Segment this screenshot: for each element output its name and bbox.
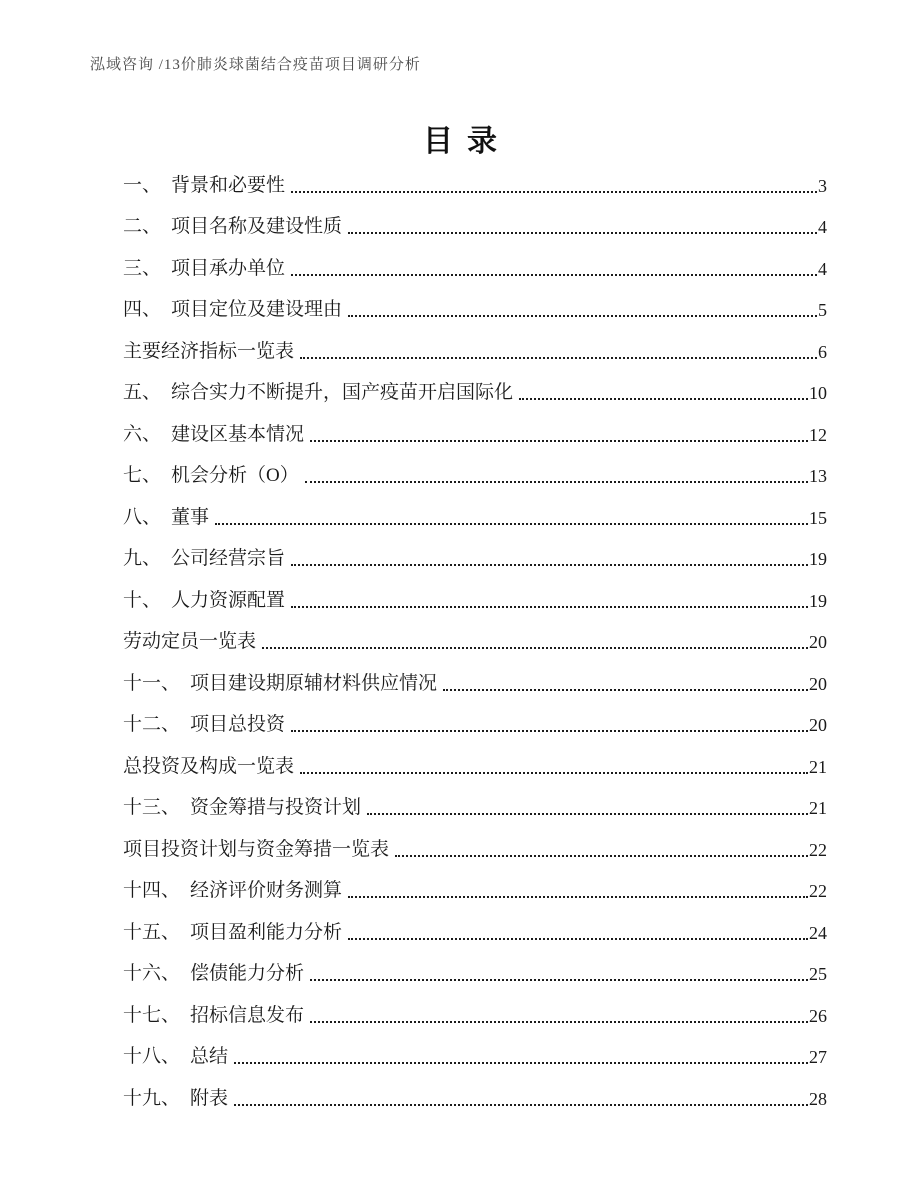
- toc-dot-leader: [291, 274, 817, 276]
- toc-dot-leader: [262, 647, 808, 649]
- toc-entry-label: 背景和必要性: [171, 174, 286, 196]
- toc-dot-leader: [367, 813, 808, 815]
- toc-title: 目录: [423, 125, 511, 158]
- toc-entry-page-number: 4: [818, 217, 827, 237]
- toc-dot-leader: [310, 1021, 808, 1023]
- toc-entry-label: 人力资源配置: [171, 589, 286, 611]
- toc-entry-number: 十一、: [123, 672, 181, 694]
- toc-entry-label: 公司经营宗旨: [171, 548, 286, 569]
- toc-entry-page-number: 19: [809, 590, 827, 611]
- toc-entry-number: 二、: [123, 216, 162, 237]
- toc-entry-number: 九、: [123, 548, 162, 569]
- page-header-text: 泓域咨询 /13价肺炎球菌结合疫苗项目调研分析: [90, 57, 421, 73]
- toc-entry-page-number: 4: [818, 258, 827, 279]
- toc-entry-page-number: 28: [809, 1088, 827, 1109]
- toc-dot-leader: [519, 398, 808, 400]
- toc-entry[interactable]: [123, 410, 827, 452]
- toc-entry[interactable]: [123, 1033, 827, 1075]
- toc-entry-label: 机会分析（O）: [171, 465, 299, 486]
- toc-entry-number: 八、: [123, 506, 162, 528]
- toc-entry[interactable]: [123, 659, 827, 701]
- toc-entry-page-number: 27: [809, 1047, 827, 1067]
- toc-entry[interactable]: [123, 742, 827, 784]
- toc-entry-number: 十九、: [123, 1087, 181, 1109]
- toc-entry-label: 总结: [190, 1046, 229, 1067]
- toc-entry-label: 董事: [171, 506, 210, 528]
- toc-dot-leader: [305, 481, 808, 483]
- toc-entry-number: 十七、: [123, 1004, 181, 1026]
- toc-entry-label: 项目定位及建设理由: [171, 299, 343, 320]
- toc-entry-number: 四、: [123, 299, 162, 320]
- toc-entry-page-number: 26: [809, 1005, 827, 1026]
- toc-entry-page-number: 21: [809, 798, 827, 818]
- toc-entry-number: 十三、: [123, 797, 181, 818]
- toc-entry-label: 招标信息发布: [190, 1004, 305, 1026]
- toc-list: [123, 161, 827, 1116]
- toc-entry-label: 综合实力不断提升，国产疫苗开启国际化: [171, 382, 514, 403]
- toc-entry[interactable]: [123, 825, 827, 867]
- toc-entry-label: 资金筹措与投资计划: [190, 797, 362, 818]
- toc-entry[interactable]: [123, 991, 827, 1033]
- toc-entry[interactable]: [123, 327, 827, 369]
- toc-entry[interactable]: [123, 784, 827, 826]
- toc-dot-leader: [291, 730, 808, 732]
- toc-dot-leader: [300, 772, 808, 774]
- toc-entry-page-number: 15: [809, 507, 827, 528]
- toc-entry-page-number: 13: [809, 466, 827, 486]
- toc-entry[interactable]: [123, 867, 827, 909]
- toc-entry-page-number: 19: [809, 549, 827, 569]
- toc-dot-leader: [300, 357, 817, 359]
- toc-entry-label: 建设区基本情况: [171, 423, 305, 445]
- toc-entry-page-number: 20: [809, 715, 827, 735]
- toc-entry-page-number: 20: [809, 632, 827, 652]
- toc-entry-number: 一、: [123, 174, 162, 196]
- toc-dot-leader: [348, 938, 808, 940]
- toc-entry-label: 项目建设期原辅材料供应情况: [190, 672, 438, 694]
- toc-entry-number: 十二、: [123, 714, 181, 735]
- toc-dot-leader: [291, 191, 817, 193]
- toc-entry-page-number: 20: [809, 673, 827, 694]
- toc-entry[interactable]: [123, 908, 827, 950]
- page-header: [90, 53, 421, 74]
- toc-entry[interactable]: [123, 576, 827, 618]
- toc-entry[interactable]: [123, 369, 827, 411]
- toc-entry-page-number: 22: [809, 839, 827, 860]
- toc-entry-page-number: 6: [818, 341, 827, 362]
- toc-dot-leader: [234, 1104, 808, 1106]
- toc-entry[interactable]: [123, 203, 827, 245]
- toc-dot-leader: [310, 979, 808, 981]
- toc-entry-page-number: 12: [809, 424, 827, 445]
- toc-entry-label: 劳动定员一览表: [123, 631, 257, 652]
- toc-entry[interactable]: [123, 701, 827, 743]
- toc-entry-number: 十四、: [123, 880, 181, 901]
- toc-dot-leader: [348, 232, 817, 234]
- toc-dot-leader: [443, 689, 808, 691]
- toc-entry-number: 三、: [123, 257, 162, 279]
- toc-entry-label: 主要经济指标一览表: [123, 340, 295, 362]
- toc-entry-page-number: 22: [809, 881, 827, 901]
- toc-entry[interactable]: [123, 535, 827, 577]
- toc-entry[interactable]: [123, 244, 827, 286]
- toc-entry[interactable]: [123, 950, 827, 992]
- toc-entry-label: 总投资及构成一览表: [123, 755, 295, 777]
- toc-entry-number: 六、: [123, 423, 162, 445]
- toc-entry-label: 项目投资计划与资金筹措一览表: [123, 838, 390, 860]
- toc-entry-label: 项目总投资: [190, 714, 286, 735]
- toc-entry-page-number: 3: [818, 175, 827, 196]
- toc-entry-number: 十五、: [123, 921, 181, 943]
- toc-entry[interactable]: [123, 1074, 827, 1116]
- toc-dot-leader: [291, 564, 808, 566]
- toc-entry-number: 五、: [123, 382, 162, 403]
- toc-dot-leader: [215, 523, 808, 525]
- toc-entry[interactable]: [123, 618, 827, 660]
- toc-entry[interactable]: [123, 161, 827, 203]
- toc-entry-page-number: 24: [809, 922, 827, 943]
- toc-dot-leader: [310, 440, 808, 442]
- toc-entry-number: 十八、: [123, 1046, 181, 1067]
- toc-dot-leader: [234, 1062, 808, 1064]
- toc-entry-number: 十、: [123, 589, 162, 611]
- toc-dot-leader: [348, 315, 817, 317]
- toc-entry-page-number: 21: [809, 756, 827, 777]
- toc-entry-label: 经济评价财务测算: [190, 880, 343, 901]
- toc-entry-page-number: 10: [809, 383, 827, 403]
- toc-dot-leader: [395, 855, 808, 857]
- toc-entry-number: 七、: [123, 465, 162, 486]
- toc-entry-number: 十六、: [123, 963, 181, 984]
- toc-entry[interactable]: [123, 452, 827, 494]
- toc-entry[interactable]: [123, 493, 827, 535]
- toc-entry-label: 项目名称及建设性质: [171, 216, 343, 237]
- toc-entry[interactable]: [123, 286, 827, 328]
- toc-entry-page-number: 5: [818, 300, 827, 320]
- toc-dot-leader: [291, 606, 808, 608]
- toc-dot-leader: [348, 896, 808, 898]
- toc-entry-page-number: 25: [809, 964, 827, 984]
- toc-entry-label: 项目盈利能力分析: [190, 921, 343, 943]
- toc-entry-label: 项目承办单位: [171, 257, 286, 279]
- toc-entry-label: 偿债能力分析: [190, 963, 305, 984]
- toc-entry-label: 附表: [190, 1087, 229, 1109]
